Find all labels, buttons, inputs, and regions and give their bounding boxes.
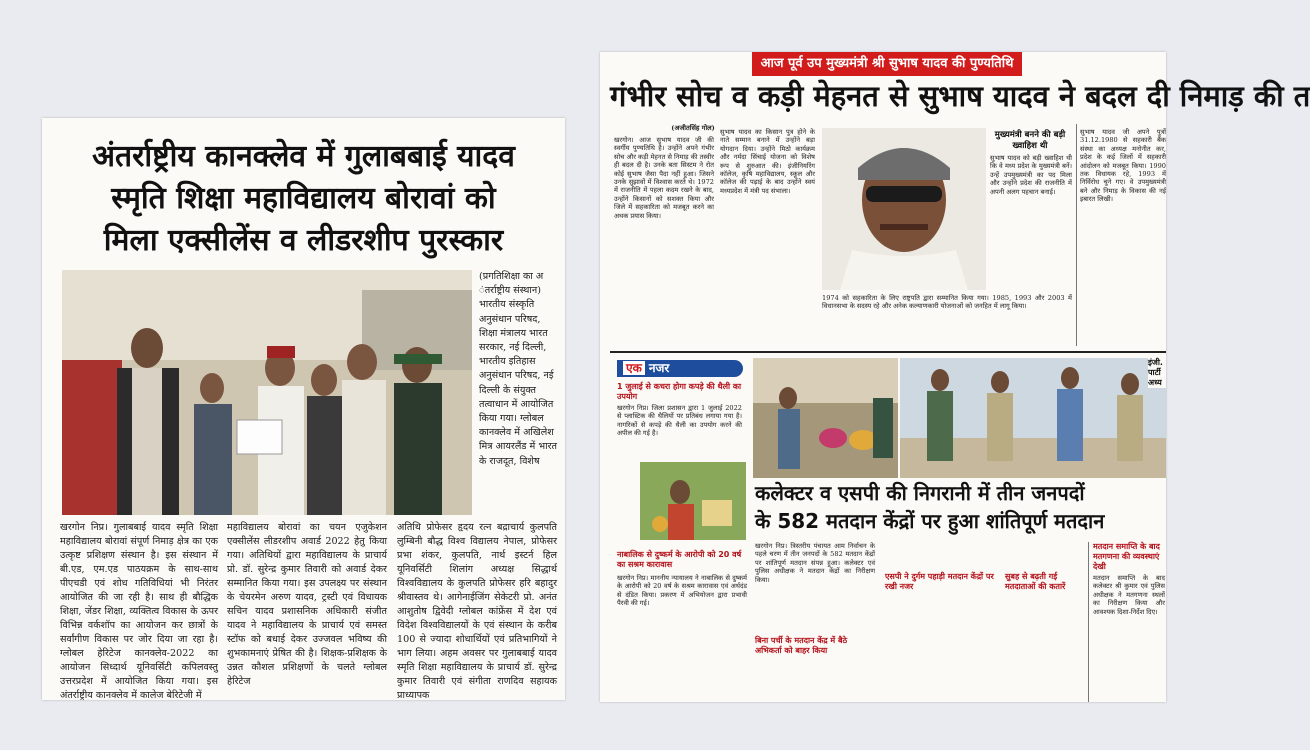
left-headline-line3: मिला एक्सीलेंस व लीडरशीप पुरस्कार (103, 223, 504, 258)
left-headline-line1: अंतर्राष्ट्रीय कानक्लेव में गुलाबबाई यादव (92, 139, 515, 174)
subhead-unmarked-slip: बिना पर्ची के मतदान केंद्र में बैठे अभिकर्ता को बाहर किया (755, 636, 848, 655)
left-news-clipping (42, 118, 565, 700)
ek-label: एक (623, 361, 645, 375)
award-ceremony-illustration (62, 270, 472, 515)
anniversary-banner: आज पूर्व उप मुख्यमंत्री श्री सुभाष यादव की पुण्यतिथि (752, 52, 1022, 76)
brief1-heading: 1 जुलाई से कचरा होगा कपड़े की थैली का उपयोग (617, 382, 742, 401)
brief2-body: खरगोन निप्र। माननीय न्यायालय ने नाबालिक से दुष्कर्म के आरोपी को 20 वर्ष के सश्रम कारावास एवं अर्थदंड से दंडित किया। प्रकरण में अभियोजन द्वारा प्रभावी पैरवी की गई। (617, 574, 747, 608)
column-divider (1076, 124, 1077, 346)
left-side-column-text: (प्रगतिशिक्षा का अ ंतर्राष्ट्रीय संस्थान) भारतीय संस्कृति अनुसंधान परिषद, शिक्षा मंत्रालय भारत सरकार, नई दिल्ली, भारतीय इतिहास अनुसंधान परिषद, नई दिल्ली के संयुक्त तत्वाधान में आयोजित किया गया। ग्लोबल कानक्लेव में अखिलेश मित्र आयरलैंड में भारत के राजदूत, विशेष (479, 271, 557, 467)
polling-illustration-2 (900, 358, 1166, 478)
subhash-yadav-portrait (822, 128, 986, 290)
brief1-body: खरगोन निप्र। जिला प्रशासन द्वारा 1 जुलाई 2022 से प्लास्टिक की थैलियों पर प्रतिबंध लगाया गया है। नागरिकों से कपड़े की थैली का उपयोग करने की अपील की गई है। (617, 404, 742, 438)
right-news-clipping (600, 52, 1310, 702)
left-column-3-text: अतिथि प्रोफेसर हृदय रत्न बद्राचार्य कुलपति लुम्बिनी बौद्ध विश्व विद्यालय नेपाल, प्रोफेसर प्रभा शंकर, कुलपति, नार्थ इस्टर्न हिल यूनिवर्सिटी शिलांग अध्यक्ष सिद्धार्थ विश्वविद्यालय के कुलपति प्रोफेसर हरि बहादुर श्रीवास्तव थे। आगेनाईजिंग सेकेटरी प्रो. अनंत आशुतोष द्विवेदी ग्लोबल कांफ्रेंस में देश एवं विदेश विश्वविद्यालयों के एवं संस्थान के करीब 100 से ज्यादा शोधार्थियों एवं प्रतिभागियों ने भाग लिया। अहम अवसर पर गुलाबबाई यादव स्मृति शिक्षा महाविद्यालय के प्राचार्य डॉ. सुरेन्द्र कुमार तिवारी एवं संगीता राणदिव सहायक प्राध्यापक (397, 522, 557, 701)
ek-nazar-label (617, 360, 743, 377)
intro-column-2: सुभाष यादव का किसान पुत्र होने के नाते सम्मान बनाने में उन्होंने बड़ा योगदान दिया। उन्होंने मिठो कार्यक्रम और नर्मदा सिंचाई योजना को विशेष रूप से शुरुआत की। इंजीनियरिंग कॉलेज, कृषि महाविद्यालय, स्कूल और कॉलेज की पढ़ाई के बाद उन्होंने स्वयं मध्यप्रदेश में मंत्री पद संभाला। (720, 128, 815, 195)
polling-illustration-1 (753, 358, 898, 478)
brief2-heading: नाबालिक से दुष्कर्म के आरोपी को 20 वर्ष का सश्रम कारावास (617, 550, 742, 569)
section-divider (610, 351, 1166, 353)
polling-photo-2 (900, 358, 1166, 478)
portrait-caption-heading: मुख्यमंत्री बनने की बड़ी ख्वाहिश थी (994, 130, 1066, 151)
right-headline: गंभीर सोच व कड़ी मेहनत से सुभाष यादव ने बदल दी निमाड़ की त (610, 79, 1310, 113)
subhead-voter-queues: सुबह से बढ़ती गई मतदाताओं की कतारें (1005, 572, 1066, 591)
far-right-heading: मतदान समाप्ति के बाद मतगणना की व्यवस्थाएं देखी (1093, 542, 1160, 571)
nazar-label: नजर (648, 361, 670, 375)
left-headline-line2: स्मृति शिक्षा महाविद्यालय बोरावां को (111, 181, 496, 216)
subhead-sp-hilly-booths: एसपी ने दुर्गम पहाड़ी मतदान केंद्रों पर रखी नजर (885, 572, 994, 591)
portrait-caption-body: सुभाष यादव को बड़ी ख्वाहिश थी कि वे मध्य प्रदेश के मुख्यमंत्री बनें। उन्हें उपमुख्यमंत्री का पद मिला और उन्होंने प्रदेश की राजनीति में अपनी अलग पहचान बनाई। (990, 154, 1072, 196)
main-story-body: खरगोन निप्र। त्रिस्तरीय पंचायत आम निर्वाचन के पहले चरण में तीन जनपदों के 582 मतदान केंद्रों पर शांतिपूर्ण मतदान संपन्न हुआ। कलेक्टर एवं पुलिस अधीक्षक ने मतदान केंद्रों का निरीक्षण किया। (755, 542, 875, 584)
portrait-illustration (822, 128, 986, 290)
cloth-bag-photo (640, 462, 746, 540)
polling-photo-1 (753, 358, 898, 478)
far-right-body: मतदान समाप्ति के बाद कलेक्टर श्री कुमार एवं पुलिस अधीक्षक ने मतगणना स्थलों का निरीक्षण किया और आवश्यक दिशा-निर्देश दिए। (1093, 574, 1165, 616)
portrait-lower-text: 1974 को सहकारिता के लिए राष्ट्रपति द्वारा सम्मानित किया गया। 1985, 1993 और 2003 में विधानसभा के सदस्य रहे और अनेक कल्याणकारी योजनाओं को जनहित में लागू किया। (822, 294, 1072, 311)
intro-column-1: खरगोन। आज सुभाष यादव जी की स्वर्गीय पुण्यतिथि है। उन्होंने अपने गंभीर सोच और कड़ी मेहनत से निमाड़ की तस्वीर ही बदल दी है। उनके बता सिस्टम ने रोत कोई सुभाष जैसा पैदा नहीं हुआ। जिसने उनके सुझावों में विश्वास करते थे। 1972 में राजनीति में पहला कदम रखने के बाद, उन्होंने किसानों को सशक्त किया और जिले में सहकारिता को मजबूत करने का अथक प्रयास किया। (614, 136, 714, 220)
market-illustration (640, 462, 746, 540)
left-column-1-text: खरगोन निप्र। गुलाबबाई यादव स्मृति शिक्षा महाविद्यालय बोरावां संपूर्ण निमाड़ क्षेत्र का एक उत्कृष्ट प्रशिक्षण संस्थान है। इस संस्थान में बी.एड, एम.एड पाठयक्रम के साथ-साथ पीएचडी एवं शोध गतिविधियां भी निरंतर आयोजित की जा रही है। साथ ही बौद्धिक शिक्षा, जेंडर शिक्षा, व्यक्तित्व विकास के ऊपर विभिन्न वर्कशॉप का आयोजन कर छात्रों के सर्वांगीण विकास पर जोर दिया जा रहा है। ग्लोबल हेरिटेज कानक्लेव-2022 का आयोजन सिध्दार्थ यूनिवर्सिटी कपिलवस्तु उत्तरप्रदेश में आयोजित किया गया। इस अंतर्राष्ट्रीय कानक्लेव में कालेज बेरिटेजी में (60, 522, 218, 701)
right-column-text: सुभाष यादव जी अपने पुत्रों 31.12.1980 से सहकारी बैंक संस्था का अध्यक्ष मनोनीत कर, प्रदेश के कई जिलों में सहकारी आंदोलन को मजबूत किया। 1990 तक विधायक रहे, 1993 में निर्विरोध चुने गए। वे उपमुख्यमंत्री बने और निमाड़ के विकास की नई इबारत लिखी। (1080, 128, 1166, 204)
cutoff-heading: इंजी. पार्टी अध्य (1148, 358, 1166, 388)
dateline: (अजीतसिंह गोल) (671, 124, 715, 132)
main-story-headline-line2: के 582 मतदान केंद्रों पर हुआ शांतिपूर्ण मतदान (755, 509, 1105, 533)
column-divider-2 (1088, 542, 1089, 702)
award-ceremony-photo (62, 270, 472, 515)
main-story-headline-line1: कलेक्टर व एसपी की निगरानी में तीन जनपदों (755, 481, 1085, 505)
left-column-2-text: महाविद्यालय बोरावां का चयन एजुकेशन एक्सीलेंस लीडरशीप अवार्ड 2022 हेतु किया गया। अतिथियों द्वारा महाविद्यालय के प्राचार्य प्रो. डॉ. सुरेन्द्र कुमार तिवारी को अवार्ड देकर सम्मानित किया गया। इस उपलक्ष्य पर संस्थान के चेयरमेन अरुण यादव, ट्रस्टी एवं विधायक सचिन यादव प्रशासनिक अधिकारी संजीत यादव ने महाविद्यालय के प्राचार्य एवं समस्त स्टॉफ को बधाई देकर उज्जवल भविष्य की शुभकामनाएं प्रेषित की है। शिक्षक-प्रशिक्षक के उन्नत कौशल प्रशिक्षणों के चलते ग्लोबल हेरिटेज (227, 522, 387, 687)
